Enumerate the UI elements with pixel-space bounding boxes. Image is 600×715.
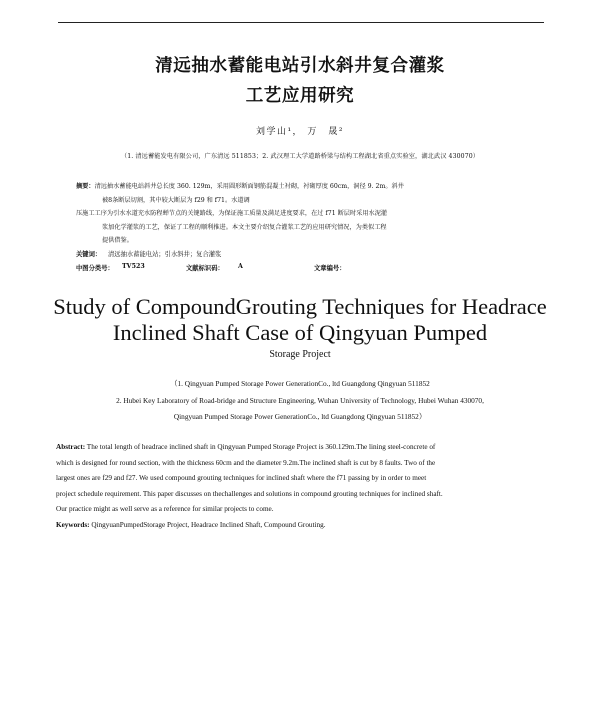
chinese-keywords-label: 关键词： [76,251,102,258]
english-abstract-line: largest ones are f29 and f27. We used compound grouting techniques for inclined shaft where the f71 passing by in order to meet [56,474,427,482]
document-code-value: A [238,263,243,270]
english-keywords-text: QingyuanPumpedStorage Project, Headrace Inclined Shaft, Compound Grouting. [89,520,326,529]
chinese-abstract-line: 被8条断层切割，其中较大断层为 f29 和 f71。水道调 [102,196,250,204]
chinese-abstract-text: 清远抽水蓄能电站斜井总长度 360. 129m，采用圆形断面钢筋混凝土衬砌，衬砌厚度 60cm，洞径 9. 2m。斜井 [94,183,404,190]
english-abstract-line [56,440,556,456]
chinese-affiliation: （1. 清远蓄能发电有限公司，广东清远 511853；2. 武汉理工大学道路桥梁与结构工程湖北省重点实验室，湖北武汉 430070） [120,153,480,160]
english-abstract-text: The total length of headrace inclined shaft in Qingyuan Pumped Storage Project is 360.129m.The lining steel-concrete of [85,443,436,451]
english-keywords [56,518,556,534]
english-affiliation-line: （1. Qingyuan Pumped Storage Power GenerationCo., ltd Guangdong Qingyuan 511852 [170,379,430,388]
clc-label: 中图分类号： [76,265,114,272]
english-title-line-2: Inclined Shaft Case of Qingyuan Pumped [112,320,488,345]
chinese-keywords-text: 清远抽水蓄能电站；引水斜井；复合灌浆 [108,251,222,258]
english-abstract-line: which is designed for round section, with the thickness 60cm and the diameter 9.2m.The inclined shaft is cut by 8 faults. Two of the [56,458,436,467]
chinese-abstract [76,180,528,248]
english-abstract-line: project schedule requirement. This paper discusses on thechallenges and solutions in compound grouting techniques for inclined shaft. [56,489,443,498]
chinese-abstract-line: 提供借鉴。 [102,237,133,245]
chinese-abstract-line [76,180,528,194]
chinese-abstract-line: 压施工工序为引水水道充水防程蝉节点的关键路线，为保证施工质量及满足进度要求，在过 f71 断层时采用水泥灌 [76,210,388,218]
chinese-title-line-2: 工艺应用研究 [245,86,355,106]
english-abstract-line: Our practice might as well serve as a reference for similar projects to come. [56,505,274,513]
english-keywords-label: Keywords: [56,520,90,529]
chinese-title-line-1: 清远抽水蓄能电站引水斜井复合灌浆 [155,56,445,76]
document-code-label: 文献标识码： [186,265,224,272]
chinese-abstract-label: 摘要： [76,183,95,190]
clc-value: TV523 [122,263,145,270]
chinese-abstract-line: 浆加化学灌浆的工艺，保证了工程的顺利推进。本文主要介绍复合灌浆工艺的应用研究情况，为类似工程 [102,223,387,231]
english-abstract-label: Abstract: [56,443,86,451]
chinese-authors: 刘学山¹， 万 晟² [255,127,345,137]
english-abstract [56,440,556,533]
top-rule [58,22,544,23]
english-title-line-1: Study of CompoundGrouting Techniques for Headrace [53,294,547,319]
article-number-label: 文章编号： [314,265,346,272]
english-affiliation-line: Qingyuan Pumped Storage Power GenerationCo., ltd Guangdong Qingyuan 511852） [173,412,427,421]
english-title-line-3: Storage Project [269,349,331,360]
english-affiliation-line: 2. Hubei Key Laboratory of Road-bridge and Structure Engineering, Wuhan University of Technology, Hubei Wuhan 430070, [116,396,484,405]
